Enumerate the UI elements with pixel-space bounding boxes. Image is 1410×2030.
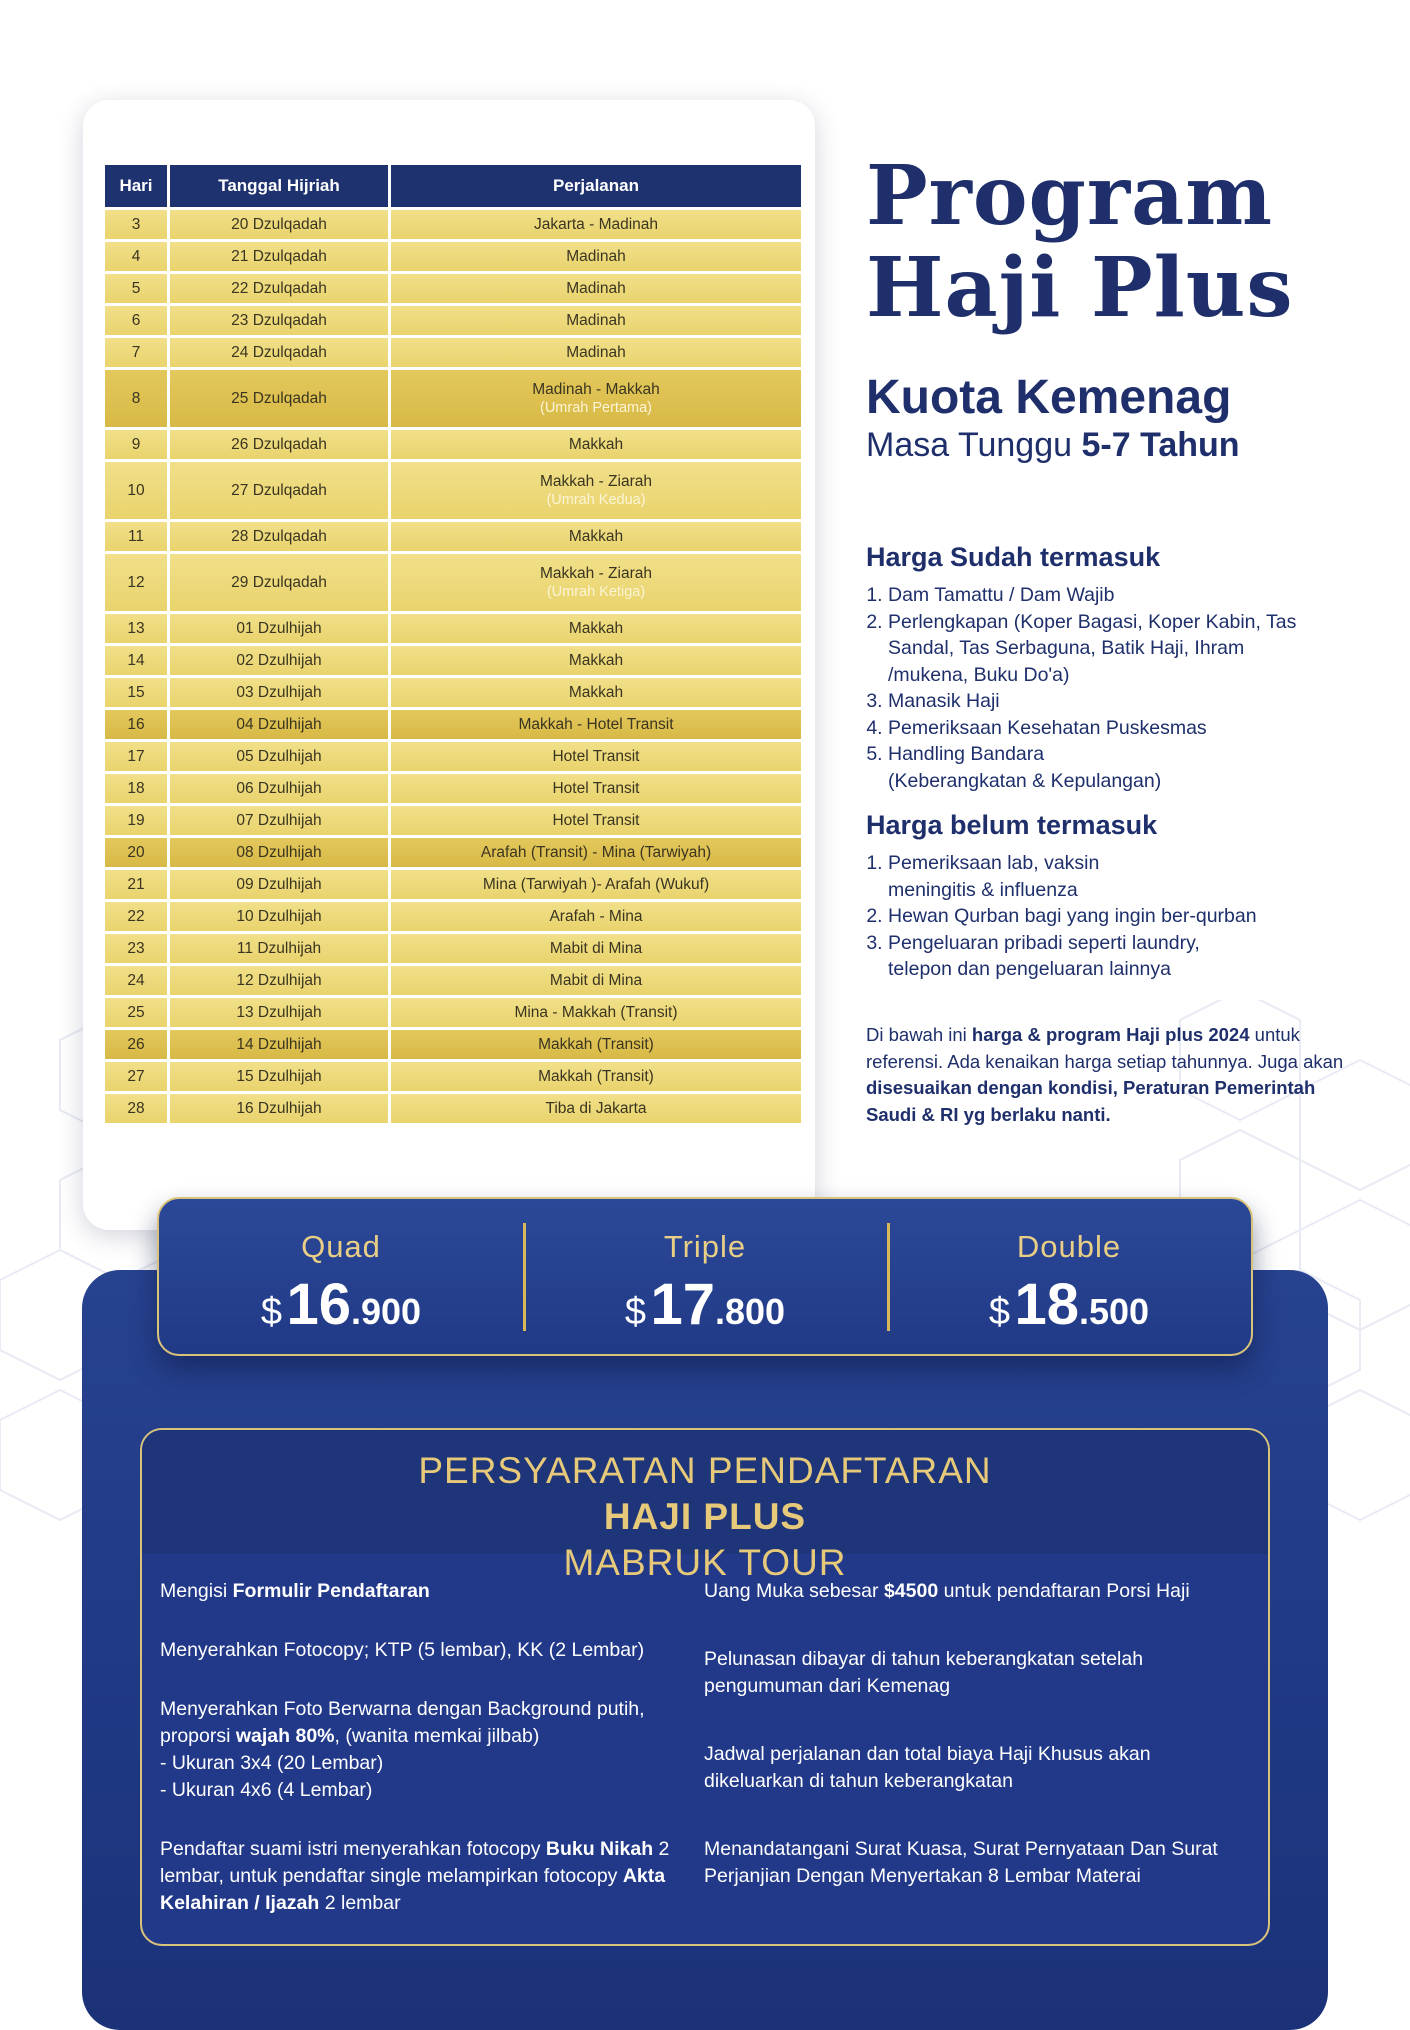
schedule-row	[105, 710, 801, 739]
schedule-tanggal-text: 15 Dzulhijah	[236, 1067, 322, 1085]
schedule-row	[105, 1030, 801, 1059]
schedule-card	[83, 100, 815, 1230]
schedule-perjalanan	[388, 742, 801, 771]
schedule-hari-text: 10	[127, 481, 145, 499]
req-text: Pendaftar suami istri menyerahkan fotocopy	[160, 1838, 546, 1860]
schedule-hari-text: 18	[127, 779, 145, 797]
masa-prefix: Masa Tunggu	[866, 426, 1082, 464]
schedule-tanggal	[167, 210, 388, 239]
schedule-row	[105, 1062, 801, 1091]
schedule-hari-text: 13	[127, 619, 145, 637]
title-line-2: Haji Plus	[866, 240, 1294, 336]
schedule-row	[105, 1094, 801, 1123]
schedule-row	[105, 554, 801, 611]
schedule-perjalanan-text: Madinah	[566, 311, 626, 329]
schedule-perjalanan-text: Makkah - Ziarah	[540, 472, 652, 490]
schedule-hari	[105, 838, 167, 867]
schedule-tanggal	[167, 934, 388, 963]
req-bold: Akta Kelahiran / Ijazah	[160, 1865, 666, 1914]
schedule-perjalanan-text: Arafah (Transit) - Mina (Tarwiyah)	[480, 843, 712, 861]
header-tanggal: Tanggal Hijriah	[167, 165, 388, 207]
excluded-item: 2. Hewan Qurban bagi yang ingin ber-qurban	[888, 903, 1328, 930]
schedule-body	[105, 210, 801, 1123]
schedule-tanggal-text: 05 Dzulhijah	[236, 747, 322, 765]
page-title	[866, 150, 1294, 334]
schedule-tanggal-text: 12 Dzulhijah	[236, 971, 322, 989]
schedule-perjalanan	[388, 614, 801, 643]
requirements-title-rest: MABRUK TOUR	[563, 1542, 847, 1583]
schedule-tanggal-text: 06 Dzulhijah	[236, 779, 322, 797]
header-perjalanan: Perjalanan	[388, 165, 801, 207]
req-text: - Ukuran 4x6 (4 Lembar)	[160, 1779, 373, 1801]
schedule-hari-text: 19	[127, 811, 145, 829]
requirement-item: Menandatangani Surat Kuasa, Surat Pernyataan Dan Surat Perjanjian Dengan Menyertakan 8 Lembar Materai	[704, 1838, 1218, 1887]
price-minor: .500	[1079, 1291, 1150, 1332]
schedule-row	[105, 338, 801, 367]
schedule-row	[105, 870, 801, 899]
req-text: Menyerahkan Foto Berwarna dengan Background putih, proporsi	[160, 1698, 645, 1747]
schedule-tanggal	[167, 522, 388, 551]
schedule-tanggal	[167, 806, 388, 835]
note-text-2: untuk referensi. Ada kenaikan harga setiap tahunnya. Juga akan	[866, 1024, 1344, 1072]
schedule-perjalanan	[388, 966, 801, 995]
req-text: - Ukuran 3x4 (20 Lembar)	[160, 1752, 384, 1774]
schedule-hari-text: 7	[131, 343, 141, 361]
schedule-row	[105, 806, 801, 835]
schedule-row	[105, 306, 801, 335]
note-text-1: Di bawah ini	[866, 1024, 972, 1045]
requirements-title-bold: HAJI PLUS	[603, 1496, 807, 1537]
schedule-tanggal	[167, 306, 388, 335]
title-line-1: Program	[866, 148, 1273, 244]
price-label: Triple	[663, 1229, 747, 1264]
price-major: 18	[1014, 1272, 1080, 1337]
header-hari: Hari	[105, 165, 167, 207]
price-minor: .800	[715, 1291, 786, 1332]
schedule-hari-text: 9	[131, 435, 141, 453]
schedule-hari	[105, 934, 167, 963]
schedule-hari	[105, 338, 167, 367]
req-bold: $4500	[883, 1580, 939, 1602]
schedule-tanggal	[167, 274, 388, 303]
schedule-tanggal	[167, 554, 388, 611]
schedule-perjalanan-text: Makkah	[568, 527, 624, 545]
schedule-perjalanan	[388, 1094, 801, 1123]
schedule-tanggal-text: 28 Dzulqadah	[231, 527, 327, 545]
requirement-item	[160, 1696, 680, 1804]
price-value	[159, 1271, 523, 1338]
schedule-perjalanan-text: Mina - Makkah (Transit)	[514, 1003, 678, 1021]
schedule-hari	[105, 966, 167, 995]
schedule-tanggal	[167, 370, 388, 427]
schedule-perjalanan-text: Hotel Transit	[552, 811, 640, 829]
schedule-hari	[105, 462, 167, 519]
schedule-tanggal	[167, 838, 388, 867]
schedule-tanggal-text: 09 Dzulhijah	[236, 875, 322, 893]
schedule-tanggal-text: 04 Dzulhijah	[236, 715, 322, 733]
schedule-tanggal-text: 10 Dzulhijah	[236, 907, 322, 925]
schedule-perjalanan	[388, 678, 801, 707]
schedule-perjalanan	[388, 522, 801, 551]
req-text: untuk pendaftaran Porsi Haji	[938, 1580, 1190, 1602]
excluded-item: 3. Pengeluaran pribadi seperti laundry, telepon dan pengeluaran lainnya	[888, 930, 1328, 983]
schedule-tanggal-text: 24 Dzulqadah	[231, 343, 327, 361]
requirements-title	[142, 1430, 1268, 1583]
price-quad	[159, 1199, 523, 1354]
price-value	[887, 1271, 1251, 1338]
schedule-tanggal-text: 02 Dzulhijah	[236, 651, 322, 669]
requirement-item: Jadwal perjalanan dan total biaya Haji Khusus akan dikeluarkan di tahun keberangkatan	[704, 1743, 1151, 1792]
excluded-list	[866, 850, 1328, 983]
currency-symbol: $	[988, 1291, 1011, 1333]
schedule-perjalanan	[388, 870, 801, 899]
included-heading: Harga Sudah termasuk	[866, 542, 1161, 572]
schedule-row	[105, 966, 801, 995]
schedule-hari-text: 22	[127, 907, 145, 925]
excluded-heading: Harga belum termasuk	[866, 810, 1158, 840]
included-item: 3. Manasik Haji	[888, 688, 1328, 715]
schedule-perjalanan	[388, 338, 801, 367]
schedule-row	[105, 774, 801, 803]
schedule-note: (Umrah Pertama)	[540, 399, 652, 416]
requirement-item	[160, 1578, 680, 1605]
schedule-perjalanan-text: Hotel Transit	[552, 747, 640, 765]
schedule-tanggal-text: 01 Dzulhijah	[236, 619, 322, 637]
schedule-hari	[105, 998, 167, 1027]
schedule-tanggal	[167, 966, 388, 995]
req-text: 2 lembar	[319, 1892, 401, 1914]
schedule-hari-text: 23	[127, 939, 145, 957]
schedule-perjalanan	[388, 1030, 801, 1059]
schedule-perjalanan	[388, 1062, 801, 1091]
schedule-row	[105, 998, 801, 1027]
req-bold: Buku Nikah	[545, 1838, 654, 1860]
schedule-perjalanan	[388, 306, 801, 335]
schedule-row	[105, 614, 801, 643]
schedule-row	[105, 274, 801, 303]
schedule-hari-text: 6	[131, 311, 141, 329]
schedule-tanggal	[167, 1030, 388, 1059]
schedule-row	[105, 430, 801, 459]
price-value	[523, 1271, 887, 1338]
req-bold: Formulir Pendaftaran	[232, 1580, 430, 1602]
req-text: 2 lembar, untuk pendaftar single melampirkan fotocopy	[160, 1838, 670, 1887]
requirements-title-line-2	[142, 1494, 1268, 1586]
schedule-perjalanan	[388, 710, 801, 739]
schedule-header-row	[105, 165, 801, 207]
schedule-hari	[105, 710, 167, 739]
schedule-hari-text: 4	[131, 247, 141, 265]
schedule-tanggal	[167, 1094, 388, 1123]
req-text: , (wanita memkai jilbab)	[334, 1725, 540, 1747]
schedule-note: (Umrah Ketiga)	[546, 583, 646, 600]
schedule-row	[105, 678, 801, 707]
included-list	[866, 582, 1328, 794]
schedule-tanggal-text: 03 Dzulhijah	[236, 683, 322, 701]
schedule-hari-text: 11	[127, 527, 145, 545]
currency-symbol: $	[624, 1291, 647, 1333]
schedule-hari	[105, 242, 167, 271]
schedule-hari	[105, 430, 167, 459]
schedule-perjalanan	[388, 242, 801, 271]
schedule-table	[105, 162, 801, 1126]
requirement-item: Menyerahkan Fotocopy; KTP (5 lembar), KK (2 Lembar)	[160, 1639, 645, 1661]
schedule-row	[105, 522, 801, 551]
req-bold: wajah 80%	[235, 1725, 335, 1747]
schedule-perjalanan-text: Jakarta - Madinah	[533, 215, 659, 233]
schedule-tanggal	[167, 242, 388, 271]
schedule-tanggal	[167, 462, 388, 519]
schedule-tanggal	[167, 678, 388, 707]
schedule-perjalanan	[388, 554, 801, 611]
schedule-tanggal-text: 25 Dzulqadah	[231, 389, 327, 407]
schedule-hari-text: 8	[131, 389, 141, 407]
schedule-hari-text: 26	[127, 1035, 145, 1053]
schedule-perjalanan	[388, 998, 801, 1027]
schedule-hari-text: 27	[127, 1067, 145, 1085]
schedule-perjalanan	[388, 838, 801, 867]
schedule-hari-text: 20	[127, 843, 145, 861]
schedule-perjalanan-text: Makkah (Transit)	[538, 1067, 654, 1085]
schedule-perjalanan	[388, 274, 801, 303]
schedule-perjalanan-text: Tiba di Jakarta	[545, 1099, 647, 1117]
price-label: Quad	[301, 1229, 381, 1264]
schedule-hari	[105, 678, 167, 707]
schedule-tanggal	[167, 870, 388, 899]
schedule-tanggal-text: 13 Dzulhijah	[236, 1003, 322, 1021]
schedule-hari	[105, 554, 167, 611]
schedule-perjalanan-text: Makkah	[568, 683, 624, 701]
schedule-perjalanan-text: Makkah	[568, 651, 624, 669]
schedule-hari	[105, 1030, 167, 1059]
schedule-hari	[105, 370, 167, 427]
schedule-perjalanan-text: Makkah	[568, 435, 624, 453]
requirement-item: Pelunasan dibayar di tahun keberangkatan setelah pengumuman dari Kemenag	[704, 1648, 1144, 1697]
schedule-row	[105, 646, 801, 675]
schedule-tanggal-text: 21 Dzulqadah	[231, 247, 327, 265]
schedule-perjalanan	[388, 774, 801, 803]
schedule-perjalanan-text: Makkah - Hotel Transit	[518, 715, 674, 733]
schedule-hari-text: 21	[127, 875, 145, 893]
schedule-hari	[105, 614, 167, 643]
schedule-tanggal	[167, 430, 388, 459]
schedule-tanggal-text: 07 Dzulhijah	[236, 811, 322, 829]
schedule-perjalanan	[388, 902, 801, 931]
price-minor: .900	[351, 1291, 422, 1332]
schedule-hari	[105, 306, 167, 335]
schedule-row	[105, 742, 801, 771]
schedule-perjalanan-text: Makkah (Transit)	[538, 1035, 654, 1053]
schedule-tanggal-text: 20 Dzulqadah	[231, 215, 327, 233]
currency-symbol: $	[260, 1291, 283, 1333]
schedule-hari-text: 12	[127, 573, 145, 591]
schedule-row	[105, 902, 801, 931]
schedule-perjalanan-text: Mabit di Mina	[549, 971, 643, 989]
price-bar	[157, 1197, 1253, 1356]
schedule-perjalanan-text: Arafah - Mina	[549, 907, 643, 925]
schedule-tanggal-text: 22 Dzulqadah	[231, 279, 327, 297]
schedule-hari	[105, 1062, 167, 1091]
schedule-perjalanan-text: Makkah - Ziarah	[540, 564, 652, 582]
schedule-hari	[105, 210, 167, 239]
schedule-tanggal	[167, 614, 388, 643]
schedule-tanggal	[167, 774, 388, 803]
schedule-hari	[105, 522, 167, 551]
schedule-row	[105, 370, 801, 427]
schedule-perjalanan-text: Mina (Tarwiyah )- Arafah (Wukuf)	[482, 875, 710, 893]
schedule-hari-text: 5	[131, 279, 141, 297]
schedule-hari-text: 3	[131, 215, 141, 233]
schedule-tanggal-text: 26 Dzulqadah	[231, 435, 327, 453]
price-double	[887, 1199, 1251, 1354]
schedule-row	[105, 242, 801, 271]
schedule-perjalanan-text: Mabit di Mina	[549, 939, 643, 957]
schedule-tanggal-text: 23 Dzulqadah	[231, 311, 327, 329]
schedule-hari	[105, 806, 167, 835]
requirement-item	[704, 1578, 1244, 1605]
schedule-hari	[105, 646, 167, 675]
schedule-tanggal	[167, 646, 388, 675]
schedule-perjalanan-text: Makkah	[568, 619, 624, 637]
req-text: Mengisi	[160, 1580, 233, 1602]
schedule-tanggal	[167, 710, 388, 739]
schedule-hari-text: 15	[127, 683, 145, 701]
included-item: 1. Dam Tamattu / Dam Wajib	[888, 582, 1328, 609]
included-item: 5. Handling Bandara (Keberangkatan & Kepulangan)	[888, 741, 1328, 794]
schedule-hari-text: 17	[127, 747, 145, 765]
schedule-tanggal	[167, 742, 388, 771]
schedule-row	[105, 462, 801, 519]
schedule-tanggal-text: 11 Dzulhijah	[236, 939, 322, 957]
schedule-perjalanan-text: Madinah	[566, 343, 626, 361]
schedule-row	[105, 210, 801, 239]
masa-tunggu	[866, 426, 1240, 465]
schedule-hari-text: 24	[127, 971, 145, 989]
schedule-tanggal-text: 14 Dzulhijah	[236, 1035, 322, 1053]
schedule-perjalanan	[388, 462, 801, 519]
price-triple	[523, 1199, 887, 1354]
schedule-note: (Umrah Kedua)	[546, 491, 646, 508]
schedule-perjalanan	[388, 806, 801, 835]
note-bold-1: harga & program Haji plus 2024	[971, 1024, 1250, 1045]
excluded-item: 1. Pemeriksaan lab, vaksin meningitis & influenza	[888, 850, 1328, 903]
schedule-perjalanan-text: Madinah - Makkah	[532, 380, 660, 398]
requirements-title-line-1: PERSYARATAN PENDAFTARAN	[418, 1450, 992, 1491]
requirements-box	[140, 1428, 1270, 1946]
schedule-perjalanan	[388, 430, 801, 459]
kuota-heading: Kuota Kemenag	[866, 371, 1232, 424]
price-major: 17	[650, 1272, 716, 1337]
schedule-perjalanan	[388, 370, 801, 427]
schedule-hari-text: 16	[127, 715, 145, 733]
schedule-tanggal	[167, 338, 388, 367]
schedule-hari	[105, 902, 167, 931]
requirement-item	[160, 1836, 680, 1917]
schedule-hari-text: 14	[127, 651, 145, 669]
schedule-tanggal-text: 29 Dzulqadah	[231, 573, 327, 591]
schedule-row	[105, 934, 801, 963]
schedule-tanggal-text: 08 Dzulhijah	[236, 843, 322, 861]
note-bold-2: disesuaikan dengan kondisi, Peraturan Pemerintah Saudi & RI yg berlaku nanti.	[866, 1077, 1316, 1125]
schedule-perjalanan	[388, 646, 801, 675]
schedule-hari-text: 25	[127, 1003, 145, 1021]
schedule-tanggal	[167, 1062, 388, 1091]
schedule-hari	[105, 1094, 167, 1123]
requirements-right-list	[704, 1578, 1244, 1931]
schedule-hari	[105, 774, 167, 803]
included-item: 4. Pemeriksaan Kesehatan Puskesmas	[888, 715, 1328, 742]
schedule-perjalanan-text: Madinah	[566, 247, 626, 265]
price-major: 16	[286, 1272, 352, 1337]
requirements-left-list	[160, 1578, 680, 1946]
included-item: 2. Perlengkapan (Koper Bagasi, Koper Kabin, Tas Sandal, Tas Serbaguna, Batik Haji, Ihram /mukena, Buku Do'a)	[888, 609, 1328, 689]
schedule-row	[105, 838, 801, 867]
schedule-hari	[105, 274, 167, 303]
price-note	[866, 1022, 1346, 1128]
masa-value: 5-7 Tahun	[1081, 426, 1240, 464]
schedule-hari	[105, 870, 167, 899]
schedule-hari	[105, 742, 167, 771]
schedule-perjalanan	[388, 934, 801, 963]
schedule-perjalanan-text: Madinah	[566, 279, 626, 297]
req-text: Uang Muka sebesar	[704, 1580, 884, 1602]
schedule-tanggal	[167, 998, 388, 1027]
schedule-tanggal	[167, 902, 388, 931]
schedule-tanggal-text: 16 Dzulhijah	[236, 1099, 322, 1117]
schedule-perjalanan-text: Hotel Transit	[552, 779, 640, 797]
price-label: Double	[1016, 1229, 1122, 1264]
schedule-hari-text: 28	[127, 1099, 145, 1117]
schedule-tanggal-text: 27 Dzulqadah	[231, 481, 327, 499]
schedule-perjalanan	[388, 210, 801, 239]
